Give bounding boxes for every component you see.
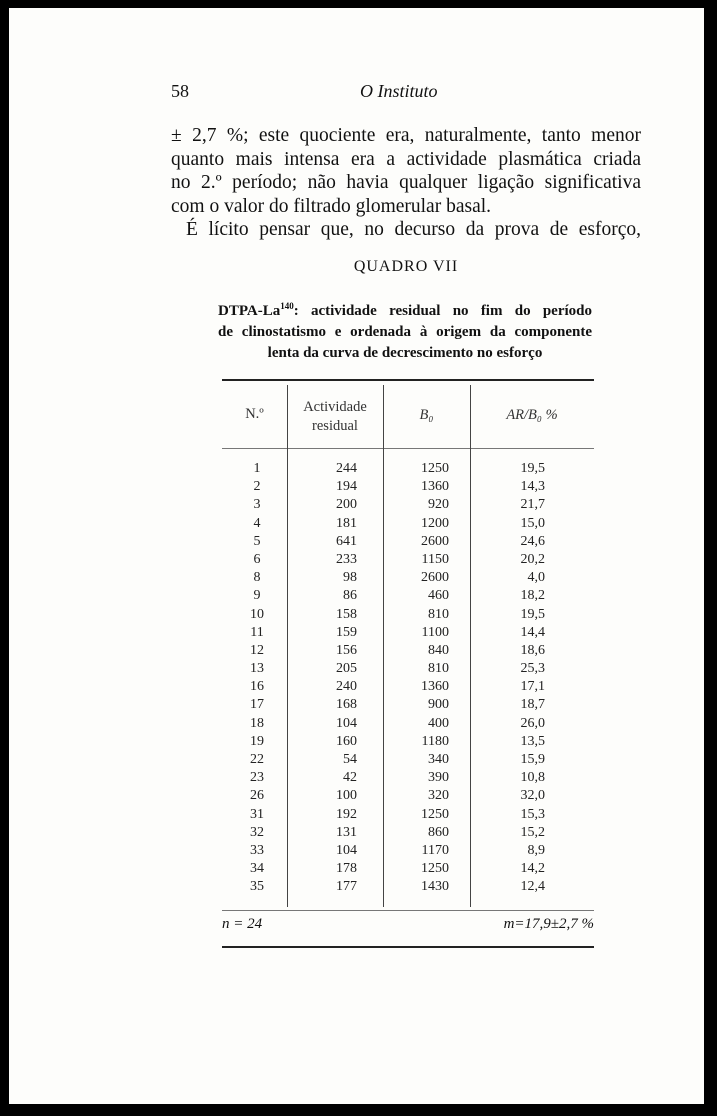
table-cell: 160 [336, 733, 357, 749]
header-ratio: AR/B₀ % [506, 407, 558, 423]
table-cell: 5 [253, 533, 261, 549]
table-cell: 9 [253, 588, 261, 604]
table-cell: 177 [336, 879, 357, 895]
table-cell: 2 [253, 479, 261, 495]
table-cell: 13 [250, 661, 264, 677]
table-cell: 25,3 [520, 661, 545, 677]
column-b0 [384, 460, 449, 897]
table-cell: 22 [250, 752, 264, 767]
table-cell: 1250 [421, 461, 449, 476]
column-ratio [470, 460, 545, 897]
table-cell: 104 [336, 842, 357, 858]
table-cell: 20,2 [520, 551, 545, 567]
table-cell: 159 [336, 624, 357, 640]
table-cell: 168 [336, 697, 357, 713]
table-cell: 98 [343, 570, 357, 586]
header-residual-line-1: Actividade [303, 399, 367, 415]
caption-prefix: DTPA-La [218, 303, 281, 319]
caption-line-2: de clinostatismo e ordenada à origem da componente [218, 324, 592, 340]
table-cell: 17,1 [520, 679, 545, 695]
table-cell: 1200 [421, 515, 449, 531]
table-cell: 17 [250, 697, 264, 713]
table-cell: 244 [336, 461, 357, 476]
table-cell: 1360 [421, 479, 449, 495]
table-cell: 31 [250, 806, 264, 822]
header-n: N.º [245, 406, 264, 422]
table-cell: 400 [428, 715, 449, 731]
table-cell: 19,5 [520, 606, 545, 622]
table-cell: 14,2 [520, 861, 545, 877]
table-cell: 14,3 [520, 479, 545, 495]
caption-superscript: 140 [280, 301, 294, 311]
table-cell: 900 [428, 697, 449, 713]
table-cell: 18,6 [520, 642, 545, 658]
table-cell: 14,4 [520, 624, 545, 640]
table-cell: 920 [428, 497, 449, 513]
table-cell: 1430 [421, 879, 449, 895]
table-cell: 156 [336, 642, 357, 658]
table-cell: 21,7 [520, 497, 545, 513]
body-line-4: com o valor do filtrado glomerular basal. [171, 195, 492, 217]
table-cell: 390 [428, 770, 449, 786]
table-cell: 10 [250, 606, 264, 622]
table-caption [218, 296, 592, 364]
table-cell: 42 [343, 770, 357, 786]
table-cell: 1250 [421, 861, 449, 877]
table-cell: 26 [250, 788, 264, 804]
table-cell: 54 [343, 752, 357, 767]
table-cell: 15,0 [520, 515, 545, 531]
table-cell: 33 [250, 842, 264, 858]
body-line-3: no 2.º período; não havia qualquer ligação significativa [171, 172, 641, 194]
header-residual-line-2: residual [312, 418, 358, 434]
table-cell: 641 [336, 533, 357, 549]
table-cell: 1150 [421, 551, 449, 567]
table-cell: 460 [428, 588, 449, 604]
table-cell: 178 [336, 861, 357, 877]
table-cell: 192 [336, 806, 357, 822]
table-cell: 15,3 [520, 806, 545, 822]
table-cell: 15,2 [520, 824, 545, 840]
table-cell: 320 [428, 788, 449, 804]
table-cell: 32 [250, 824, 264, 840]
table-cell: 131 [336, 824, 357, 840]
table-cell: 32,0 [520, 788, 545, 804]
column-residual [287, 460, 357, 897]
table-bottom-rule [222, 946, 594, 948]
table-cell: 240 [336, 679, 357, 695]
table-cell: 23 [250, 770, 264, 786]
body-line-5: É lícito pensar que, no decurso da prova de esforço, [186, 219, 641, 241]
body-paragraph [171, 124, 641, 242]
table-cell: 205 [336, 661, 357, 677]
table-cell: 2600 [421, 570, 449, 586]
table-cell: 11 [250, 624, 264, 640]
table-cell: 4,0 [527, 570, 545, 586]
table-cell: 1180 [421, 733, 449, 749]
table-cell: 26,0 [520, 715, 545, 731]
table-cell: 13,5 [520, 733, 545, 749]
header-b0: B₀ [419, 407, 434, 423]
page-number: 58 [171, 81, 189, 101]
table-cell: 10,8 [520, 770, 545, 786]
body-line-1: ± 2,7 %; este quociente era, naturalmente, tanto menor [171, 125, 641, 146]
footer-top-rule [222, 910, 594, 911]
table-cell: 2600 [421, 533, 449, 549]
header-bottom-rule [222, 448, 594, 449]
table-cell: 233 [336, 551, 357, 567]
table-cell: 35 [250, 879, 264, 895]
table-cell: 1250 [421, 806, 449, 822]
table-cell: 194 [336, 479, 357, 495]
table-cell: 24,6 [520, 533, 545, 549]
table-cell: 200 [336, 497, 357, 513]
header-residual [287, 398, 383, 436]
body-line-2: quanto mais intensa era a actividade plasmática criada [171, 148, 641, 170]
table-top-rule [222, 379, 594, 381]
table-cell: 8,9 [527, 842, 545, 858]
table-cell: 1 [253, 461, 261, 476]
table-cell: 100 [336, 788, 357, 804]
caption-line-1 [218, 296, 592, 322]
caption-line-1-rest: : actividade residual no fim do período [293, 303, 592, 319]
table-cell: 8 [253, 570, 261, 586]
table-cell: 860 [428, 824, 449, 840]
table-cell: 12,4 [520, 879, 545, 895]
caption-line-3: lenta da curva de decrescimento no esforço [267, 345, 543, 361]
table-cell: 181 [336, 515, 357, 531]
table-cell: 18,2 [520, 588, 545, 604]
table-cell: 840 [428, 642, 449, 658]
table-cell: 34 [250, 861, 264, 877]
table-cell: 3 [253, 497, 261, 513]
table-cell: 340 [428, 752, 449, 767]
table-cell: 104 [336, 715, 357, 731]
table-cell: 19,5 [520, 461, 545, 476]
table-cell: 810 [428, 661, 449, 677]
table-cell: 16 [250, 679, 264, 695]
table-label: QUADRO VII [353, 258, 459, 275]
table-cell: 1100 [421, 624, 449, 640]
table-cell: 6 [253, 551, 261, 567]
table-cell: 4 [253, 515, 261, 531]
table-cell: 1360 [421, 679, 449, 695]
table-cell: 158 [336, 606, 357, 622]
table-footer-n: n = 24 [222, 916, 263, 932]
table-cell: 19 [250, 733, 264, 749]
table-cell: 12 [250, 642, 264, 658]
table-cell: 810 [428, 606, 449, 622]
table-cell: 18 [250, 715, 264, 731]
table-cell: 18,7 [520, 697, 545, 713]
table-cell: 86 [343, 588, 357, 604]
table-cell: 15,9 [520, 752, 545, 767]
running-title: O Instituto [360, 81, 438, 101]
column-n [222, 460, 292, 897]
table-cell: 1170 [421, 842, 449, 858]
table-footer-mean: m=17,9±2,7 % [503, 916, 594, 932]
